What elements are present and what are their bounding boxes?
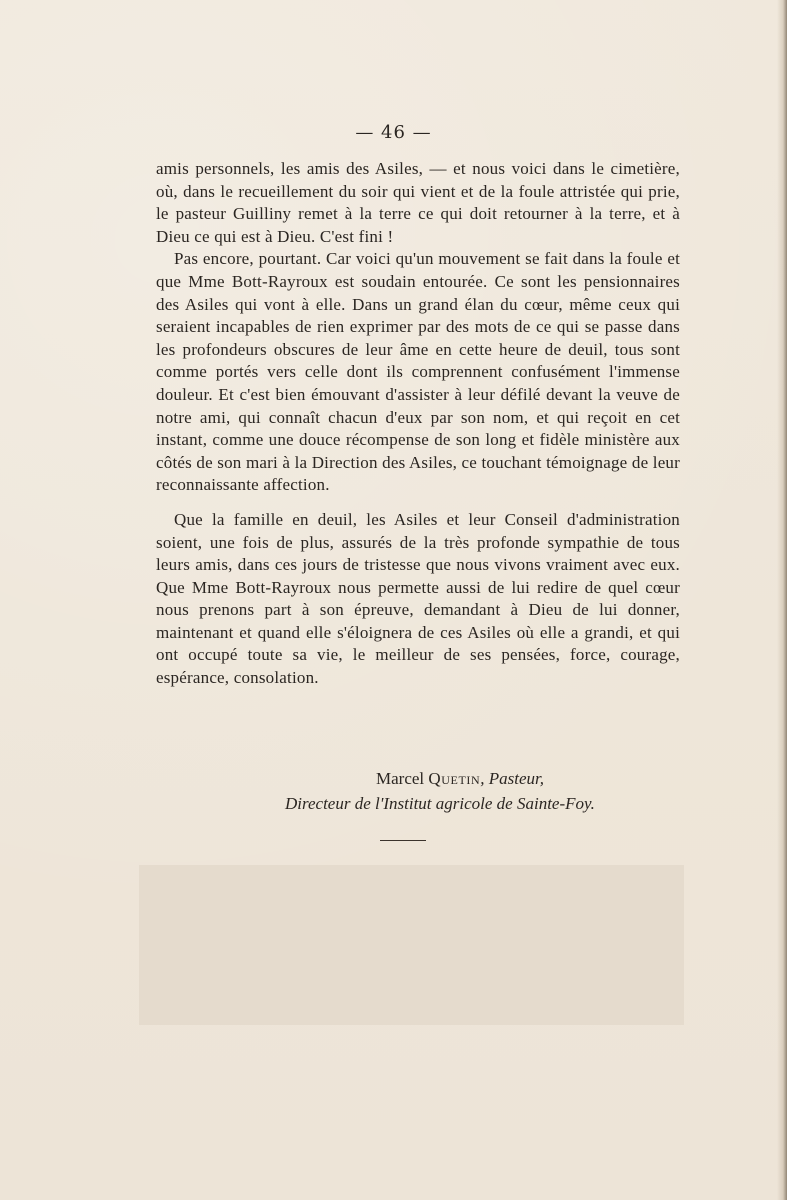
closing-rule <box>380 840 426 841</box>
page-number: — 46 — <box>355 122 432 143</box>
page-edge-shadow <box>777 0 787 1200</box>
paragraph-2: Pas encore, pourtant. Car voici qu'un mouvement se fait dans la foule et que Mme Bott-Rayroux est soudain entourée. Ce sont les pensionnaires des Asiles qui vont à elle. Dans un grand élan du cœur, même ceux qui seraient incapables de rien exprimer par des mots de ce qui se passe dans les profondeurs obscures de leur âme en cette heure de deuil, tous sont comme portés vers celle dont ils comprennent confusément l'immense douleur. Et c'est bien émouvant d'assister à leur défilé devant la veuve de notre ami, qui connaît chacun d'eux par son nom, et qui reçoit en cet instant, comme une douce récompense de son long et fidèle ministère aux côtés de son mari à la Direction des Asiles, ce touchant témoignage de leur reconnaissante affection. <box>156 249 680 495</box>
signature-surname: Quetin <box>428 769 481 788</box>
redaction-box <box>139 865 684 1025</box>
paragraph-3: Que la famille en deuil, les Asiles et leur Conseil d'administration soient, une fois de plus, assurés de la très profonde sympathie de tous leurs amis, dans ces jours de tristesse que nous vivons vraiment avec eux. Que Mme Bott-Rayroux nous permette aussi de lui redire de quel cœur nous prenons part à son épreuve, demandant à Dieu de lui donner, maintenant et quand elle s'éloignera de ces Asiles où elle a grandi, et qui ont occupé toute sa vie, le meilleur de ses pensées, force, courage, espérance, consolation. <box>156 509 680 688</box>
signature-title: Directeur de l'Institut agricole de Sainte-Foy. <box>285 794 595 813</box>
body-text <box>156 158 680 690</box>
signature-first-name: Marcel <box>376 769 425 788</box>
signature-name <box>376 769 676 789</box>
paragraph-1: amis personnels, les amis des Asiles, — et nous voici dans le cimetière, où, dans le recueillement du soir qui vient et de la foule attristée qui prie, le pasteur Guilliny remet à la terre ce qui doit retourner à la terre, et à Dieu ce qui est à Dieu. C'est fini ! <box>156 159 680 246</box>
signature-role: , Pasteur, <box>480 769 545 788</box>
